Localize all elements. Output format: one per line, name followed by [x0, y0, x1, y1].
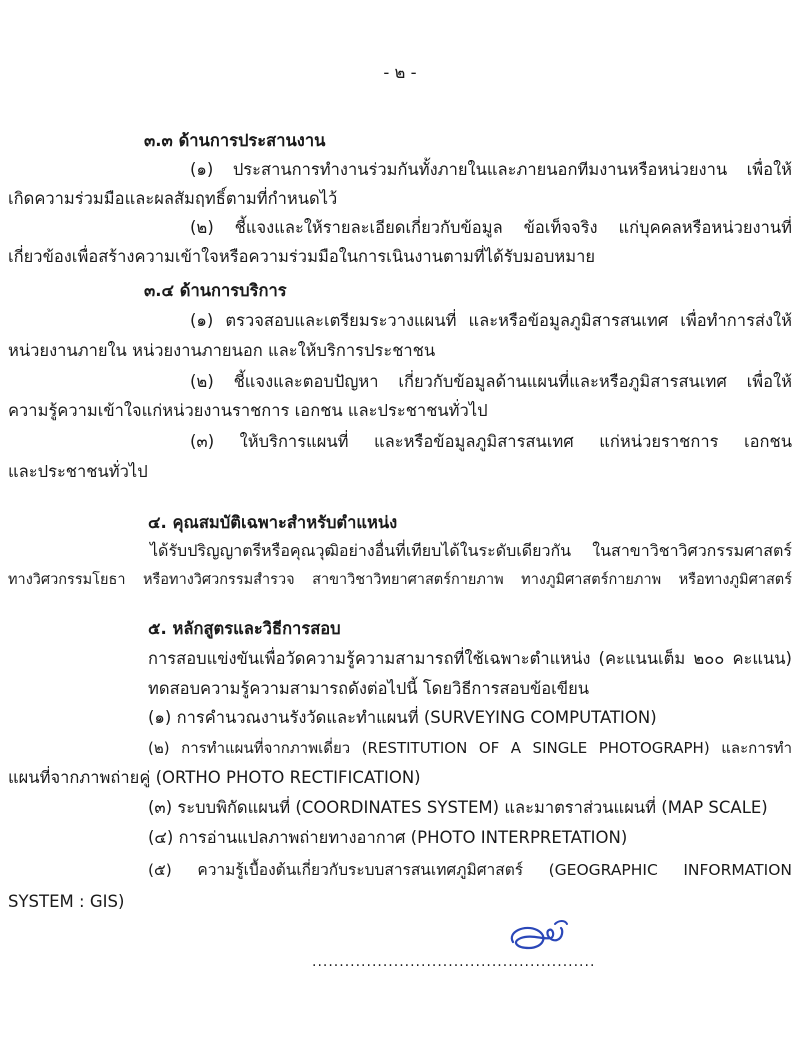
signature-initials	[505, 918, 575, 956]
section-3-3-item-1-line-1: (๑) ประสานการทำงานร่วมกันทั้งภายในและภายนอกทีมงานหรือหน่วยงาน เพื่อให้	[190, 160, 792, 179]
section-3-3-item-2-line-1: (๒) ชี้แจงและให้รายละเอียดเกี่ยวกับข้อมูล ข้อเท็จจริง แก่บุคคลหรือหน่วยงานที่	[190, 218, 792, 237]
section-5-item-1: (๑) การคำนวณงานรังวัดและทำแผนที่ (SURVEYING COMPUTATION)	[148, 708, 657, 727]
section-4-line-1: ได้รับปริญญาตรีหรือคุณวุฒิอย่างอื่นที่เทียบได้ในระดับเดียวกัน ในสาขาวิชาวิศวกรรมศาสตร์	[150, 541, 792, 560]
section-5-heading: ๕. หลักสูตรและวิธีการสอบ	[148, 619, 341, 638]
section-3-4-item-1-line-2: หน่วยงานภายใน หน่วยงานภายนอก และให้บริการประชาชน	[8, 341, 436, 360]
section-4-heading: ๔. คุณสมบัติเฉพาะสำหรับตำแหน่ง	[148, 513, 398, 532]
signature-dotted-line: ....................................................	[312, 954, 596, 970]
section-5-intro-line-1: การสอบแข่งขันเพื่อวัดความรู้ความสามารถที่ใช้เฉพาะตำแหน่ง (คะแนนเต็ม ๒๐๐ คะแนน)	[148, 649, 792, 668]
section-5-item-2-line-1: (๒) การทำแผนที่จากภาพเดี่ยว (RESTITUTION OF A SINGLE PHOTOGRAPH) และการทำ	[148, 739, 792, 757]
page-number: - ๒ -	[383, 63, 417, 82]
section-5-item-5-line-1: (๕) ความรู้เบื้องต้นเกี่ยวกับระบบสารสนเทศภูมิศาสตร์ (GEOGRAPHIC INFORMATION	[148, 861, 792, 879]
section-3-4-item-2-line-2: ความรู้ความเข้าใจแก่หน่วยงานราชการ เอกชน และประชาชนทั่วไป	[8, 401, 488, 420]
section-3-3-heading: ๓.๓ ด้านการประสานงาน	[144, 131, 326, 150]
section-5-item-4: (๔) การอ่านแปลภาพถ่ายทางอากาศ (PHOTO INTERPRETATION)	[148, 828, 628, 847]
section-3-4-item-2-line-1: (๒) ชี้แจงและตอบปัญหา เกี่ยวกับข้อมูลด้านแผนที่และหรือภูมิสารสนเทศ เพื่อให้	[190, 372, 792, 391]
section-3-4-item-3-line-1: (๓) ให้บริการแผนที่ และหรือข้อมูลภูมิสารสนเทศ แก่หน่วยราชการ เอกชน	[190, 432, 792, 451]
section-3-3-item-1-line-2: เกิดความร่วมมือและผลสัมฤทธิ์ตามที่กำหนดไว้	[8, 189, 338, 208]
section-5-item-3: (๓) ระบบพิกัดแผนที่ (COORDINATES SYSTEM) และมาตราส่วนแผนที่ (MAP SCALE)	[148, 798, 768, 817]
section-4-line-2: ทางวิศวกรรมโยธา หรือทางวิศวกรรมสำรวจ สาขาวิชาวิทยาศาสตร์กายภาพ ทางภูมิศาสตร์กายภาพ หรือทางภูมิศาสตร์	[8, 572, 792, 588]
section-5-item-5-line-2: SYSTEM : GIS)	[8, 892, 125, 911]
section-5-intro-line-2: ทดสอบความรู้ความสามารถดังต่อไปนี้ โดยวิธีการสอบข้อเขียน	[148, 679, 590, 698]
section-5-item-2-line-2: แผนที่จากภาพถ่ายคู่ (ORTHO PHOTO RECTIFICATION)	[8, 768, 421, 787]
section-3-4-heading: ๓.๔ ด้านการบริการ	[144, 281, 287, 300]
section-3-3-item-2-line-2: เกี่ยวข้องเพื่อสร้างความเข้าใจหรือความร่วมมือในการเนินงานตามที่ได้รับมอบหมาย	[8, 247, 596, 266]
section-3-4-item-3-line-2: และประชาชนทั่วไป	[8, 462, 148, 481]
section-3-4-item-1-line-1: (๑) ตรวจสอบและเตรียมระวางแผนที่ และหรือข้อมูลภูมิสารสนเทศ เพื่อทำการส่งให้	[190, 311, 792, 330]
